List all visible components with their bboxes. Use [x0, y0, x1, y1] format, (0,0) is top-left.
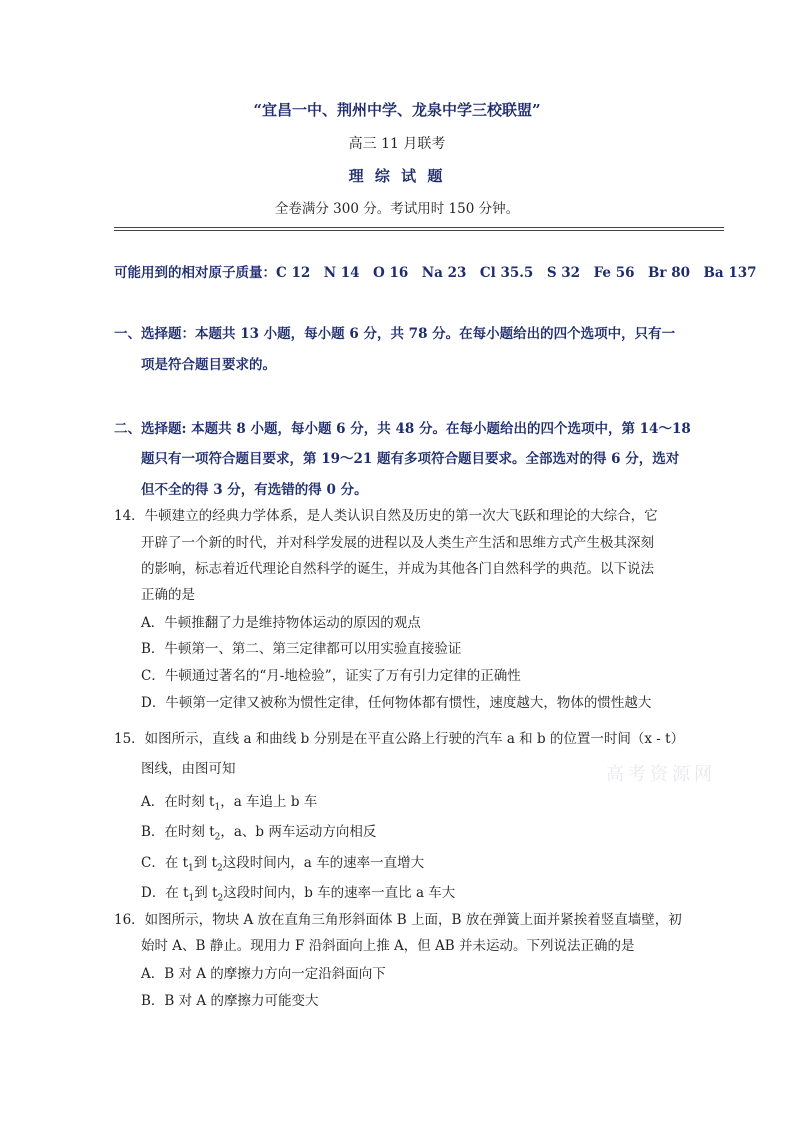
- q14-line4: 正确的是: [141, 587, 195, 603]
- school-union-title: “宜昌一中、荆州中学、龙泉中学三校联盟”: [253, 101, 541, 119]
- q16-line2: 始时 A、B 静止。现用力 F 沿斜面向上推 A，但 AB 并未运动。下列说法正确的是: [141, 938, 635, 954]
- q15-line2: 图线，由图可知: [141, 761, 236, 777]
- q15-option-c: C．在 $t_1$到 $t_2$这段时间内，a 车的速率一直增大: [141, 855, 425, 874]
- q15-option-a: A．在时刻 $t_1$，a 车追上 b 车: [141, 794, 318, 813]
- section2-line3: 但不全的得 3 分，有选错的得 0 分。: [141, 482, 368, 498]
- q14-option-b: B．牛顿第一、第二、第三定律都可以用实验直接验证: [141, 641, 462, 657]
- q14-option-c: C．牛顿通过著名的“月-地检验”，证实了万有引力定律的正确性: [141, 668, 521, 684]
- q16-option-b: B．B 对 A 的摩擦力可能变大: [141, 993, 319, 1009]
- atomic-mass-line: 可能用到的相对原子质量：C 12 N 14 O 16 Na 23 Cl 35.5 S 32 Fe 56 Br 80 Ba 137: [114, 265, 757, 281]
- q15-option-b: B．在时刻 $t_2$，a、b 两车运动方向相反: [141, 824, 377, 843]
- watermark: 高考资源网: [606, 764, 716, 785]
- q14-option-a: A．牛顿推翻了力是维持物体运动的原因的观点: [141, 615, 421, 631]
- exam-title: 高三 11 月联考: [348, 136, 446, 152]
- header-divider-bottom: [114, 230, 724, 231]
- section2-line2: 题只有一项符合题目要求，第 19～21 题有多项符合题目要求。全部选对的得 6 分，选对: [141, 451, 680, 467]
- q15-option-d: D．在 $t_1$到 $t_2$这段时间内，b 车的速率一直比 a 车大: [141, 885, 456, 904]
- header-divider-top: [114, 227, 724, 228]
- q14-option-d: D．牛顿第一定律又被称为惯性定律，任何物体都有惯性，速度越大，物体的惯性越大: [141, 695, 652, 711]
- q16-line1: 16．如图所示，物块 A 放在直角三角形斜面体 B 上面，B 放在弹簧上面并紧挨着竖直墙壁，初: [114, 912, 682, 928]
- q14-line2: 开辟了一个新的时代，并对科学发展的进程以及人类生产生活和思维方式产生极其深刻: [141, 535, 654, 551]
- q15-line1: 15．如图所示，直线 a 和曲线 b 分别是在平直公路上行驶的汽车 a 和 b 的位置一时间（x - t）: [114, 731, 685, 747]
- subject-title: 理 综 试 题: [348, 167, 446, 185]
- section1-line2: 项是符合题目要求的。: [141, 357, 276, 373]
- q14-line3: 的影响，标志着近代理论自然科学的诞生，并成为其他各门自然科学的典范。以下说法: [141, 561, 654, 577]
- q16-option-a: A．B 对 A 的摩擦力方向一定沿斜面向下: [141, 966, 386, 982]
- section2-line1: 二、选择题: 本题共 8 小题，每小题 6 分，共 48 分。在每小题给出的四个选项中，第 14～18: [114, 421, 691, 437]
- q14-line1: 14．牛顿建立的经典力学体系，是人类认识自然及历史的第一次大飞跃和理论的大综合，它: [114, 508, 658, 524]
- section1-line1: 一、选择题：本题共 13 小题，每小题 6 分，共 78 分。在每小题给出的四个选项中，只有一: [114, 326, 676, 342]
- exam-info: 全卷满分 300 分。考试用时 150 分钟。: [274, 201, 520, 217]
